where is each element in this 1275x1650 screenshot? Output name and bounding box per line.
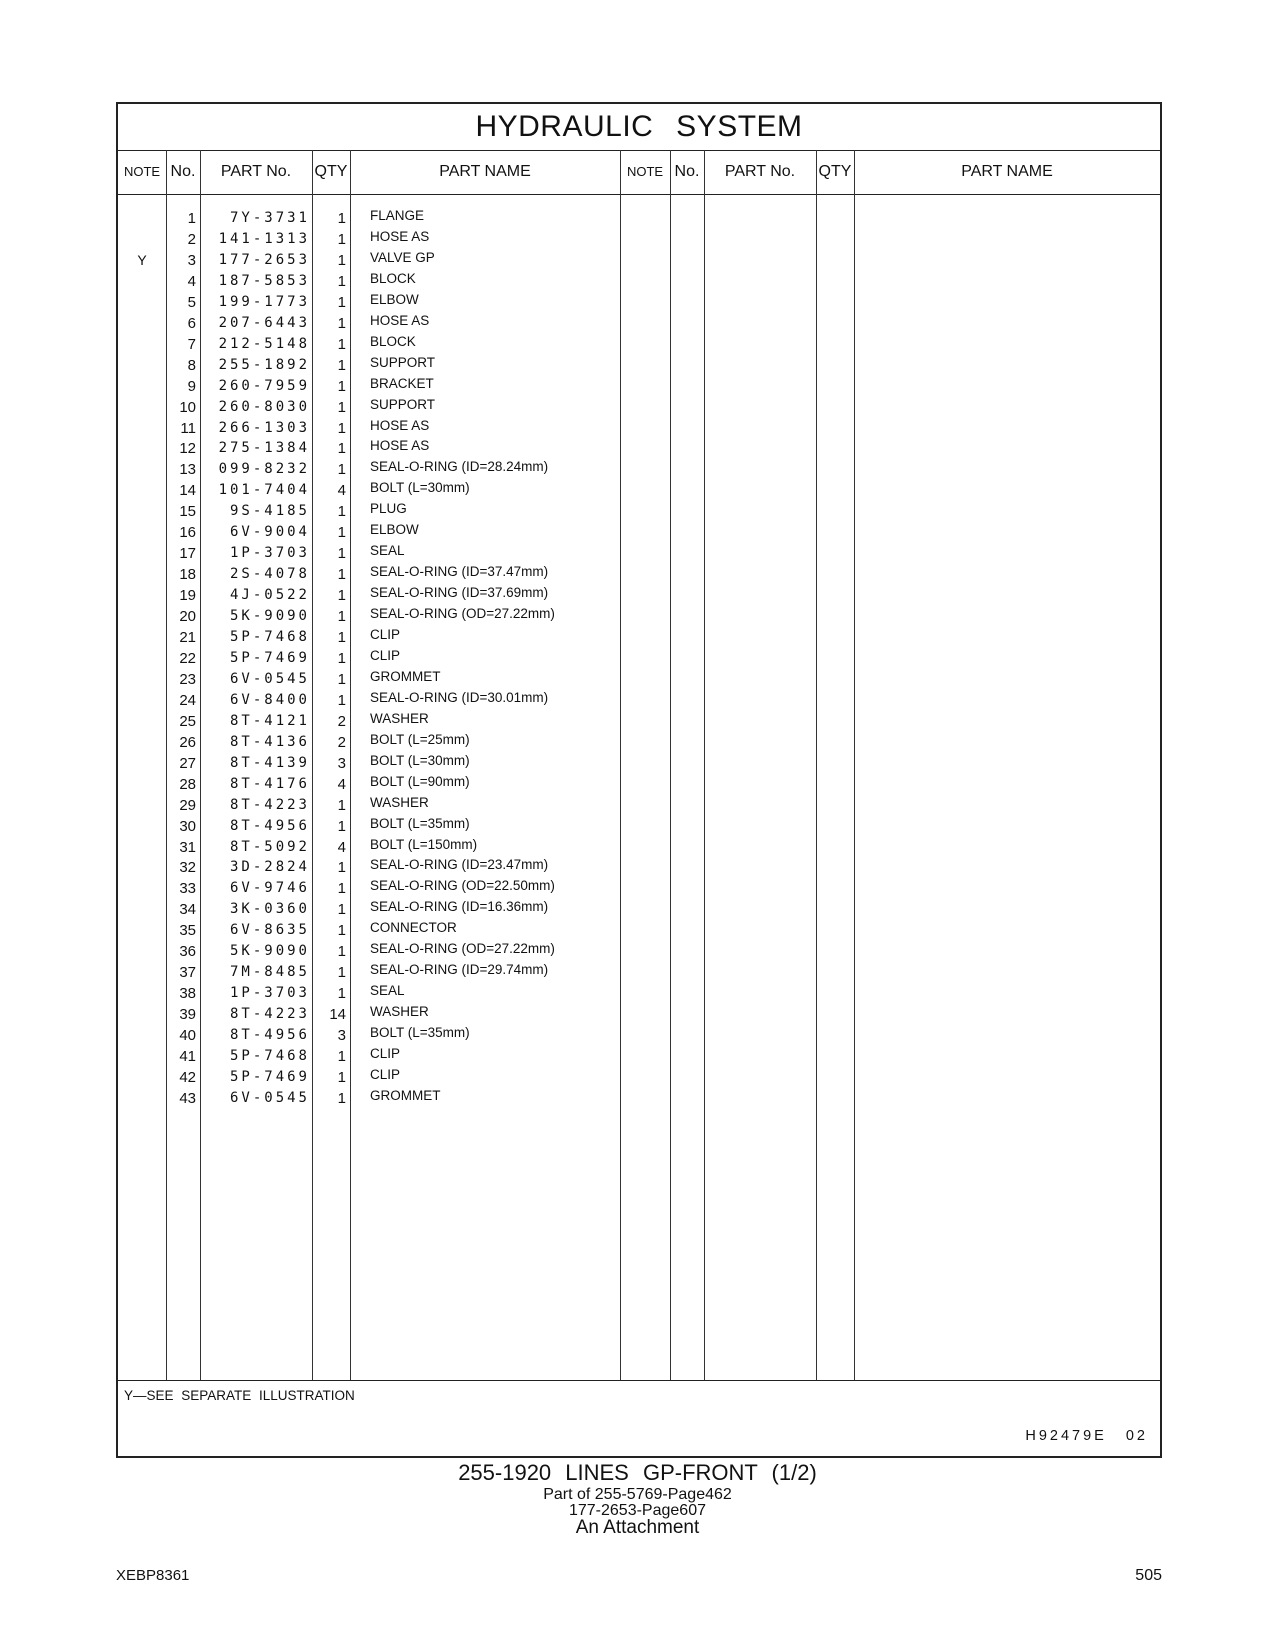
item-number-cell: 23 — [179, 670, 196, 688]
quantity-cell: 1 — [337, 210, 346, 227]
table-row — [118, 941, 1160, 963]
quantity-cell: 1 — [337, 272, 346, 290]
table-row — [118, 795, 1160, 817]
part-name-cell: SEAL-O-RING (ID=30.01mm) — [370, 689, 549, 705]
quantity-cell: 1 — [337, 796, 346, 814]
part-number-cell: 260-8030 — [218, 398, 310, 415]
item-number-cell: 16 — [179, 524, 196, 542]
quantity-cell: 1 — [337, 629, 346, 646]
quantity-cell: 4 — [337, 482, 346, 500]
parts-table-frame — [116, 102, 1162, 1458]
part-number-cell: 6V-0545 — [229, 670, 310, 687]
quantity-cell: 1 — [337, 670, 346, 688]
part-number-cell: 6V-9004 — [229, 524, 310, 541]
quantity-cell: 1 — [337, 503, 346, 521]
quantity-cell: 1 — [337, 251, 346, 269]
item-number-cell: 29 — [179, 796, 196, 814]
item-number-cell: 42 — [179, 1068, 196, 1086]
part-name-cell: SEAL-O-RING (ID=28.24mm) — [370, 459, 549, 475]
item-number-cell: 33 — [179, 880, 196, 898]
quantity-cell: 1 — [337, 608, 346, 626]
quantity-cell: 1 — [337, 817, 346, 835]
part-name-cell: SEAL-O-RING (OD=22.50mm) — [370, 878, 555, 894]
part-number-cell: 3D-2824 — [229, 859, 310, 876]
quantity-cell: 1 — [337, 587, 346, 605]
table-row — [118, 208, 1160, 230]
item-number-cell: 6 — [187, 314, 196, 332]
note-cell — [118, 1088, 166, 1110]
part-name-cell: BOLT (L=25mm) — [370, 731, 470, 747]
part-number-cell: 5P-7469 — [229, 649, 310, 666]
table-row — [118, 543, 1160, 565]
note-cell — [118, 501, 166, 523]
part-number-cell: 7M-8485 — [229, 964, 310, 981]
part-name-cell: GROMMET — [370, 668, 441, 684]
item-number-cell: 7 — [187, 335, 196, 353]
note-cell — [118, 438, 166, 460]
item-number-cell: 15 — [179, 503, 196, 521]
note-cell — [118, 397, 166, 419]
part-number-cell: 6V-0545 — [229, 1089, 310, 1106]
footer-divider — [118, 1380, 1160, 1381]
header-part-no-right: PART No. — [724, 163, 796, 180]
part-name-cell: BLOCK — [370, 333, 416, 349]
table-row — [118, 480, 1160, 502]
note-cell — [118, 983, 166, 1005]
part-name-cell: WASHER — [370, 710, 429, 726]
part-name-cell: SEAL — [370, 543, 405, 559]
part-name-cell: HOSE AS — [370, 417, 430, 433]
part-number-cell: 3K-0360 — [229, 901, 310, 918]
part-number-cell: 8T-4223 — [229, 796, 310, 813]
table-row — [118, 1088, 1160, 1110]
note-cell — [118, 459, 166, 481]
parts-list — [118, 194, 1160, 1380]
table-row — [118, 774, 1160, 796]
header-qty-left: QTY — [314, 163, 348, 180]
table-row — [118, 355, 1160, 377]
quantity-cell: 3 — [337, 1027, 346, 1045]
table-row — [118, 1025, 1160, 1047]
quantity-cell: 1 — [337, 943, 346, 961]
table-row — [118, 962, 1160, 984]
caption-reference-1: Part of 255-5769-Page462 — [543, 1486, 732, 1503]
part-number-cell: 5K-9090 — [229, 943, 310, 960]
table-row — [118, 585, 1160, 607]
item-number-cell: 1 — [187, 210, 196, 227]
part-name-cell: CLIP — [370, 647, 401, 663]
table-row — [118, 983, 1160, 1005]
table-row — [118, 271, 1160, 293]
quantity-cell: 1 — [337, 524, 346, 542]
note-cell — [118, 878, 166, 900]
part-number-cell: 141-1313 — [218, 230, 310, 247]
note-cell — [118, 962, 166, 984]
item-number-cell: 35 — [179, 922, 196, 940]
quantity-cell: 1 — [337, 356, 346, 374]
item-number-cell: 20 — [179, 608, 196, 626]
document-id: XEBP8361 — [116, 1567, 190, 1584]
note-cell — [118, 753, 166, 775]
part-name-cell: BOLT (L=35mm) — [370, 1025, 470, 1041]
part-number-cell: 6V-9746 — [229, 880, 310, 897]
quantity-cell: 1 — [337, 649, 346, 667]
part-name-cell: WASHER — [370, 1004, 429, 1020]
header-part-name-left: PART NAME — [439, 163, 531, 180]
note-cell — [118, 857, 166, 879]
table-row — [118, 920, 1160, 942]
part-name-cell: ELBOW — [370, 522, 419, 538]
part-number-cell: 187-5853 — [218, 272, 310, 289]
table-row — [118, 837, 1160, 859]
item-number-cell: 9 — [187, 377, 196, 395]
item-number-cell: 32 — [179, 859, 196, 877]
part-name-cell: BOLT (L=30mm) — [370, 752, 470, 768]
illustration-code: H92479E 02 — [1025, 1428, 1148, 1444]
part-name-cell: SEAL-O-RING (ID=29.74mm) — [370, 962, 549, 978]
table-row — [118, 438, 1160, 460]
table-row — [118, 313, 1160, 335]
caption-reference-2: 177-2653-Page607 — [568, 1502, 706, 1519]
item-number-cell: 40 — [179, 1027, 196, 1045]
quantity-cell: 3 — [337, 754, 346, 772]
quantity-cell: 1 — [337, 377, 346, 395]
part-number-cell: 7Y-3731 — [229, 210, 310, 226]
table-row — [118, 522, 1160, 544]
section-title: HYDRAULIC SYSTEM — [118, 104, 1160, 151]
header-qty-right: QTY — [818, 163, 852, 180]
note-cell — [118, 1067, 166, 1089]
part-number-cell: 2S-4078 — [229, 566, 310, 583]
part-name-cell: BOLT (L=150mm) — [370, 836, 478, 852]
part-number-cell: 5P-7469 — [229, 1068, 310, 1085]
quantity-cell: 1 — [337, 314, 346, 332]
note-cell — [118, 376, 166, 398]
part-name-cell: HOSE AS — [370, 228, 430, 244]
table-row — [118, 376, 1160, 398]
item-number-cell: 2 — [187, 230, 196, 248]
header-no-left: No. — [170, 163, 196, 180]
note-cell — [118, 1025, 166, 1047]
header-part-name-right: PART NAME — [961, 163, 1053, 180]
part-number-cell: 8T-4139 — [229, 754, 310, 771]
note-cell — [118, 732, 166, 754]
item-number-cell: 31 — [179, 838, 196, 856]
table-row — [118, 690, 1160, 712]
note-cell — [118, 229, 166, 251]
note-cell — [118, 837, 166, 859]
part-number-cell: 212-5148 — [218, 335, 310, 352]
note-cell — [118, 543, 166, 565]
part-number-cell: 260-7959 — [218, 377, 310, 394]
note-cell — [118, 334, 166, 356]
caption-title: 255-1920 LINES GP-FRONT (1/2) — [458, 1460, 817, 1485]
item-number-cell: 14 — [179, 482, 196, 500]
header-note-right: NOTE — [626, 164, 664, 179]
note-cell: Y — [137, 251, 147, 268]
part-name-cell: BOLT (L=35mm) — [370, 815, 470, 831]
table-row — [118, 711, 1160, 733]
item-number-cell: 17 — [179, 545, 196, 563]
part-number-cell: 6V-8400 — [229, 691, 310, 708]
note-cell — [118, 585, 166, 607]
item-number-cell: 3 — [187, 251, 196, 269]
item-number-cell: 27 — [179, 754, 196, 772]
part-number-cell: 255-1892 — [218, 356, 310, 373]
quantity-cell: 2 — [337, 712, 346, 730]
table-row — [118, 334, 1160, 356]
part-name-cell: VALVE GP — [370, 249, 435, 265]
item-number-cell: 8 — [187, 356, 196, 374]
part-name-cell: CLIP — [370, 627, 401, 642]
table-row — [118, 606, 1160, 628]
part-name-cell: HOSE AS — [370, 438, 430, 454]
item-number-cell: 36 — [179, 943, 196, 961]
part-number-cell: 266-1303 — [218, 419, 310, 436]
quantity-cell: 1 — [337, 901, 346, 919]
note-cell — [118, 480, 166, 502]
item-number-cell: 21 — [179, 629, 196, 646]
part-number-cell: 8T-4223 — [229, 1006, 310, 1023]
part-number-cell: 6V-8635 — [229, 922, 310, 939]
note-cell — [118, 313, 166, 335]
item-number-cell: 43 — [179, 1089, 196, 1107]
note-cell — [118, 920, 166, 942]
table-row — [118, 229, 1160, 251]
part-number-cell: 8T-4956 — [229, 817, 310, 834]
item-number-cell: 13 — [179, 461, 196, 479]
note-cell — [118, 690, 166, 712]
note-cell — [118, 711, 166, 733]
part-number-cell: 207-6443 — [218, 314, 310, 331]
part-name-cell: PLUG — [370, 501, 407, 517]
note-cell — [118, 1046, 166, 1068]
note-cell — [118, 564, 166, 586]
part-name-cell: CLIP — [370, 1066, 401, 1082]
table-row — [118, 459, 1160, 481]
note-cell — [118, 941, 166, 963]
quantity-cell: 1 — [337, 230, 346, 248]
item-number-cell: 11 — [180, 419, 196, 437]
table-row — [118, 1067, 1160, 1089]
item-number-cell: 34 — [179, 901, 196, 919]
note-cell — [118, 418, 166, 440]
part-name-cell: CONNECTOR — [370, 920, 457, 936]
table-row — [118, 564, 1160, 586]
note-cell — [118, 292, 166, 314]
table-row — [118, 816, 1160, 838]
part-name-cell: SEAL — [370, 983, 405, 999]
item-number-cell: 22 — [179, 649, 196, 667]
table-row — [118, 669, 1160, 691]
page-number: 505 — [1135, 1567, 1162, 1584]
quantity-cell: 1 — [337, 461, 346, 479]
table-row — [118, 1004, 1160, 1026]
item-number-cell: 26 — [179, 733, 196, 751]
item-number-cell: 10 — [179, 398, 196, 416]
item-number-cell: 18 — [179, 566, 196, 584]
note-cell — [118, 669, 166, 691]
part-number-cell: 5P-7468 — [229, 1048, 310, 1064]
note-cell — [118, 522, 166, 544]
item-number-cell: 30 — [179, 817, 196, 835]
table-row — [118, 857, 1160, 879]
note-cell — [118, 208, 166, 230]
part-number-cell: 5K-9090 — [229, 608, 310, 625]
part-number-cell: 177-2653 — [218, 251, 310, 268]
part-number-cell: 5P-7468 — [229, 629, 310, 645]
quantity-cell: 1 — [337, 566, 346, 584]
quantity-cell: 1 — [337, 880, 346, 898]
note-cell — [118, 774, 166, 796]
caption-attachment: An Attachment — [575, 1517, 700, 1538]
footnote: Y—SEE SEPARATE ILLUSTRATION — [124, 1388, 355, 1403]
item-number-cell: 24 — [179, 691, 196, 709]
table-row — [118, 501, 1160, 523]
quantity-cell: 2 — [337, 733, 346, 751]
table-row — [118, 250, 1160, 272]
quantity-cell: 1 — [337, 1048, 346, 1065]
part-name-cell: ELBOW — [370, 291, 419, 307]
note-cell — [118, 816, 166, 838]
part-name-cell: BRACKET — [370, 375, 434, 391]
quantity-cell: 1 — [337, 964, 346, 982]
item-number-cell: 4 — [187, 272, 196, 290]
quantity-cell: 1 — [337, 985, 346, 1003]
part-name-cell: GROMMET — [370, 1087, 441, 1103]
part-number-cell: 9S-4185 — [229, 503, 310, 520]
part-number-cell: 8T-4956 — [229, 1027, 310, 1044]
part-name-cell: SEAL-O-RING (ID=23.47mm) — [370, 857, 549, 873]
part-name-cell: BOLT (L=90mm) — [370, 773, 470, 789]
note-cell — [118, 1004, 166, 1026]
item-number-cell: 12 — [179, 440, 196, 458]
quantity-cell: 1 — [337, 1089, 346, 1107]
table-row — [118, 899, 1160, 921]
table-row — [118, 397, 1160, 419]
note-cell — [118, 627, 166, 649]
table-row — [118, 878, 1160, 900]
part-number-cell: 4J-0522 — [229, 587, 310, 604]
part-name-cell: CLIP — [370, 1046, 401, 1061]
header-note-left: NOTE — [123, 164, 161, 179]
part-name-cell: BLOCK — [370, 270, 416, 286]
part-number-cell: 101-7404 — [218, 482, 310, 499]
part-number-cell: 275-1384 — [218, 440, 310, 457]
part-number-cell: 8T-4136 — [229, 733, 310, 750]
quantity-cell: 14 — [329, 1006, 346, 1024]
part-number-cell: 1P-3703 — [229, 985, 310, 1002]
quantity-cell: 1 — [337, 335, 346, 353]
quantity-cell: 1 — [337, 691, 346, 709]
item-number-cell: 39 — [179, 1006, 196, 1024]
header-no-right: No. — [674, 163, 700, 180]
item-number-cell: 37 — [179, 964, 196, 982]
header-part-no-left: PART No. — [220, 163, 292, 180]
quantity-cell: 1 — [337, 440, 346, 458]
quantity-cell: 1 — [337, 419, 346, 437]
part-name-cell: SUPPORT — [370, 396, 436, 412]
quantity-cell: 1 — [337, 1068, 346, 1086]
note-cell — [118, 648, 166, 670]
quantity-cell: 4 — [337, 838, 346, 856]
part-number-cell: 199-1773 — [218, 293, 310, 310]
part-name-cell: SEAL-O-RING (ID=37.47mm) — [370, 564, 549, 580]
table-row — [118, 732, 1160, 754]
item-number-cell: 28 — [179, 775, 196, 793]
quantity-cell: 1 — [337, 859, 346, 877]
quantity-cell: 4 — [337, 775, 346, 793]
part-number-cell: 099-8232 — [218, 461, 310, 478]
part-name-cell: SEAL-O-RING (OD=27.22mm) — [370, 941, 555, 957]
part-number-cell: 1P-3703 — [229, 545, 310, 562]
item-number-cell: 5 — [187, 293, 196, 311]
item-number-cell: 19 — [179, 587, 196, 605]
part-name-cell: SUPPORT — [370, 354, 436, 370]
table-row — [118, 627, 1160, 649]
part-number-cell: 8T-4176 — [229, 775, 310, 792]
part-name-cell: SEAL-O-RING (OD=27.22mm) — [370, 606, 555, 622]
note-cell — [118, 899, 166, 921]
quantity-cell: 1 — [337, 293, 346, 311]
part-name-cell: SEAL-O-RING (ID=16.36mm) — [370, 899, 549, 915]
note-cell — [118, 606, 166, 628]
quantity-cell: 1 — [337, 398, 346, 416]
part-name-cell: HOSE AS — [370, 312, 430, 328]
item-number-cell: 38 — [179, 985, 196, 1003]
part-name-cell: FLANGE — [370, 208, 425, 223]
table-header — [118, 150, 1160, 195]
table-row — [118, 753, 1160, 775]
table-row — [118, 1046, 1160, 1068]
table-row — [118, 292, 1160, 314]
table-row — [118, 648, 1160, 670]
part-name-cell: SEAL-O-RING (ID=37.69mm) — [370, 585, 549, 601]
part-name-cell: BOLT (L=30mm) — [370, 480, 470, 496]
part-number-cell: 8T-5092 — [229, 838, 310, 855]
quantity-cell: 1 — [337, 922, 346, 940]
table-row — [118, 418, 1160, 440]
item-number-cell: 25 — [179, 712, 196, 730]
note-cell — [118, 795, 166, 817]
item-number-cell: 41 — [179, 1048, 196, 1065]
note-cell — [118, 355, 166, 377]
note-cell — [118, 271, 166, 293]
quantity-cell: 1 — [337, 545, 346, 563]
part-number-cell: 8T-4121 — [229, 712, 310, 729]
part-name-cell: WASHER — [370, 794, 429, 810]
